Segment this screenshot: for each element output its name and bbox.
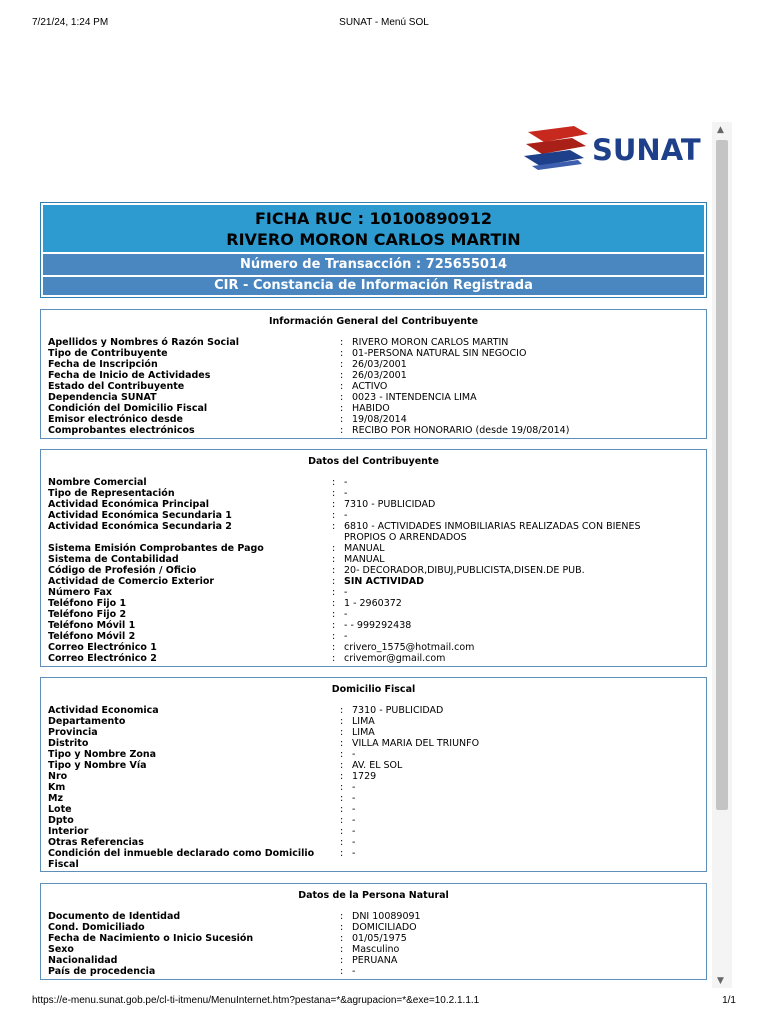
- section-informacion-general: [40, 309, 707, 439]
- field-row: [48, 370, 706, 381]
- scroll-up-icon[interactable]: ▲: [717, 125, 724, 135]
- field-label: Correo Electrónico 1: [48, 642, 157, 653]
- field-label: Cond. Domiciliado: [48, 922, 145, 933]
- field-row: [48, 543, 706, 554]
- field-separator: :: [340, 771, 344, 782]
- field-label: Número Fax: [48, 587, 113, 598]
- field-value: DNI 10089091: [352, 911, 421, 922]
- field-value: LIMA: [352, 727, 375, 738]
- field-value: -: [352, 837, 356, 848]
- field-separator: :: [340, 414, 344, 425]
- field-label: Dependencia SUNAT: [48, 392, 157, 403]
- field-label: Estado del Contribuyente: [48, 381, 185, 392]
- field-row: [48, 510, 706, 521]
- field-label: Teléfono Fijo 1: [48, 598, 127, 609]
- field-label: Fiscal: [48, 859, 79, 870]
- field-label: Nacionalidad: [48, 955, 118, 966]
- field-row: [48, 642, 706, 653]
- field-separator: :: [332, 576, 336, 587]
- field-label: Otras Referencias: [48, 837, 144, 848]
- field-value: LIMA: [352, 716, 375, 727]
- section-title: Datos de la Persona Natural: [298, 890, 449, 901]
- field-label: Actividad Economica: [48, 705, 159, 716]
- field-separator: :: [340, 359, 344, 370]
- field-value: MANUAL: [344, 554, 385, 565]
- field-row: [48, 631, 706, 642]
- field-row: [48, 749, 706, 760]
- field-value: ACTIVO: [352, 381, 388, 392]
- field-label: Interior: [48, 826, 89, 837]
- field-row: [48, 837, 706, 848]
- field-label: Documento de Identidad: [48, 911, 181, 922]
- field-row: [48, 348, 706, 359]
- field-row: [48, 859, 706, 870]
- field-row: [48, 576, 706, 587]
- field-separator: :: [340, 826, 344, 837]
- field-value: - - 999292438: [344, 620, 412, 631]
- field-label: Emisor electrónico desde: [48, 414, 183, 425]
- field-row: [48, 337, 706, 348]
- print-page-title: SUNAT - Menú SOL: [339, 17, 429, 28]
- field-row: [48, 826, 706, 837]
- field-separator: :: [340, 966, 344, 977]
- field-value: 19/08/2014: [352, 414, 407, 425]
- field-row: [48, 716, 706, 727]
- field-row: [48, 488, 706, 499]
- field-separator: :: [340, 933, 344, 944]
- field-row: [48, 793, 706, 804]
- field-value: -: [352, 826, 356, 837]
- field-label: Condición del inmueble declarado como Domicilio: [48, 848, 315, 859]
- field-row: [48, 359, 706, 370]
- field-separator: :: [332, 499, 336, 510]
- field-row: [48, 565, 706, 576]
- field-value: -: [344, 631, 348, 642]
- field-value: PERUANA: [352, 955, 398, 966]
- vertical-scrollbar[interactable]: [712, 122, 732, 988]
- field-label: Provincia: [48, 727, 98, 738]
- sunat-logo: [522, 124, 708, 172]
- field-separator: :: [340, 911, 344, 922]
- field-value: AV. EL SOL: [352, 760, 403, 771]
- field-value: MANUAL: [344, 543, 385, 554]
- field-separator: :: [340, 804, 344, 815]
- field-label: Actividad Económica Secundaria 1: [48, 510, 232, 521]
- field-row: [48, 922, 706, 933]
- field-label: País de procedencia: [48, 966, 156, 977]
- field-row: [48, 609, 706, 620]
- field-value: 26/03/2001: [352, 370, 407, 381]
- field-row: [48, 848, 706, 859]
- field-value: 26/03/2001: [352, 359, 407, 370]
- field-row: [48, 414, 706, 425]
- field-label: Tipo de Representación: [48, 488, 175, 499]
- field-value: crivemor@gmail.com: [344, 653, 446, 664]
- field-row: [48, 782, 706, 793]
- field-row: [48, 532, 706, 543]
- field-value: -: [352, 782, 356, 793]
- field-row: [48, 771, 706, 782]
- field-row: [48, 598, 706, 609]
- cir-subtitle: CIR - Constancia de Información Registrada: [43, 277, 704, 295]
- field-value: 01-PERSONA NATURAL SIN NEGOCIO: [352, 348, 527, 359]
- field-label: Actividad de Comercio Exterior: [48, 576, 215, 587]
- field-row: [48, 815, 706, 826]
- field-label: Dpto: [48, 815, 74, 826]
- field-row: [48, 392, 706, 403]
- field-row: [48, 620, 706, 631]
- field-separator: :: [340, 944, 344, 955]
- field-row: [48, 804, 706, 815]
- field-value: 1729: [352, 771, 377, 782]
- field-label: Tipo y Nombre Zona: [48, 749, 157, 760]
- field-value: 7310 - PUBLICIDAD: [344, 499, 436, 510]
- field-value: 1 - 2960372: [344, 598, 402, 609]
- field-row: [48, 933, 706, 944]
- field-separator: :: [340, 392, 344, 403]
- contribuyente-name: RIVERO MORON CARLOS MARTIN: [226, 230, 521, 249]
- field-separator: :: [340, 955, 344, 966]
- ficha-ruc-title: FICHA RUC : 10100890912: [254, 209, 493, 228]
- field-separator: :: [332, 565, 336, 576]
- banner-main: [43, 205, 704, 252]
- field-value: -: [344, 609, 348, 620]
- field-separator: :: [332, 554, 336, 565]
- field-label: Sistema Emisión Comprobantes de Pago: [48, 543, 264, 554]
- field-separator: :: [340, 848, 344, 859]
- field-separator: :: [332, 609, 336, 620]
- field-label: Teléfono Móvil 1: [48, 620, 136, 631]
- field-value: PROPIOS O ARRENDADOS: [344, 532, 467, 543]
- field-separator: :: [340, 370, 344, 381]
- field-separator: :: [332, 521, 336, 532]
- field-label: Teléfono Móvil 2: [48, 631, 136, 642]
- sunat-logo-text: SUNAT: [592, 133, 701, 167]
- field-value: -: [352, 749, 356, 760]
- field-separator: :: [340, 793, 344, 804]
- field-label: Teléfono Fijo 2: [48, 609, 127, 620]
- field-value: 01/05/1975: [352, 933, 407, 944]
- field-separator: :: [332, 653, 336, 664]
- field-separator: :: [332, 543, 336, 554]
- section-domicilio-fiscal: [40, 677, 707, 872]
- field-label: Distrito: [48, 738, 89, 749]
- field-separator: :: [340, 348, 344, 359]
- field-value: RIVERO MORON CARLOS MARTIN: [352, 337, 509, 348]
- field-label: Actividad Económica Secundaria 2: [48, 521, 232, 532]
- field-separator: :: [340, 337, 344, 348]
- field-value: -: [344, 587, 348, 598]
- section-datos-contribuyente: [40, 449, 707, 667]
- field-row: [48, 425, 706, 436]
- field-row: [48, 381, 706, 392]
- field-row: [48, 587, 706, 598]
- field-row: [48, 966, 706, 977]
- field-row: [48, 521, 706, 532]
- field-value: 0023 - INTENDENCIA LIMA: [352, 392, 477, 403]
- field-label: Sistema de Contabilidad: [48, 554, 179, 565]
- field-value: RECIBO POR HONORARIO (desde 19/08/2014): [352, 425, 570, 436]
- field-label: Tipo de Contribuyente: [48, 348, 168, 359]
- field-separator: :: [332, 598, 336, 609]
- print-footer: [32, 995, 736, 1006]
- field-value: -: [344, 510, 348, 521]
- field-list: [41, 337, 706, 436]
- field-row: [48, 738, 706, 749]
- field-value: VILLA MARIA DEL TRIUNFO: [352, 738, 480, 749]
- field-value: -: [352, 966, 356, 977]
- field-label: Comprobantes electrónicos: [48, 425, 195, 436]
- field-value: -: [352, 793, 356, 804]
- print-url: https://e-menu.sunat.gob.pe/cl-ti-itmenu/MenuInternet.htm?pestana=*&agrupacion=*&exe=10.2.1.1.1: [32, 995, 480, 1006]
- field-value: -: [352, 804, 356, 815]
- field-row: [48, 911, 706, 922]
- field-row: [48, 403, 706, 414]
- field-separator: :: [340, 815, 344, 826]
- field-row: [48, 554, 706, 565]
- print-date: 7/21/24, 1:24 PM: [32, 17, 109, 28]
- ficha-banner: [40, 202, 707, 298]
- field-label: [48, 532, 51, 543]
- field-value: 6810 - ACTIVIDADES INMOBILIARIAS REALIZADAS CON BIENES: [344, 521, 641, 532]
- field-separator: :: [332, 631, 336, 642]
- print-page-number: 1/1: [722, 995, 736, 1006]
- field-label: Fecha de Nacimiento o Inicio Sucesión: [48, 933, 254, 944]
- field-label: Nro: [48, 771, 68, 782]
- field-separator: :: [340, 738, 344, 749]
- field-label: Nombre Comercial: [48, 477, 147, 488]
- field-list: [41, 911, 706, 977]
- field-row: [48, 727, 706, 738]
- field-separator: :: [340, 760, 344, 771]
- field-value: crivero_1575@hotmail.com: [344, 642, 475, 653]
- field-label: Fecha de Inscripción: [48, 359, 158, 370]
- scrollbar-thumb[interactable]: [716, 140, 728, 810]
- field-separator: :: [332, 488, 336, 499]
- field-label: Sexo: [48, 944, 74, 955]
- field-label: Actividad Económica Principal: [48, 499, 210, 510]
- field-label: Fecha de Inicio de Actividades: [48, 370, 211, 381]
- field-list: [41, 477, 706, 664]
- field-separator: :: [340, 716, 344, 727]
- field-value: -: [344, 477, 348, 488]
- field-separator: :: [332, 587, 336, 598]
- field-label: Departamento: [48, 716, 126, 727]
- field-row: [48, 653, 706, 664]
- field-row: [48, 955, 706, 966]
- field-label: Código de Profesión / Oficio: [48, 565, 197, 576]
- field-separator: :: [332, 477, 336, 488]
- field-label: Apellidos y Nombres ó Razón Social: [48, 337, 240, 348]
- field-separator: :: [340, 837, 344, 848]
- field-separator: :: [340, 782, 344, 793]
- field-separator: :: [340, 922, 344, 933]
- field-label: Tipo y Nombre Vía: [48, 760, 147, 771]
- field-row: [48, 705, 706, 716]
- field-row: [48, 499, 706, 510]
- scroll-down-icon[interactable]: ▼: [717, 976, 724, 986]
- field-row: [48, 477, 706, 488]
- field-value: 7310 - PUBLICIDAD: [352, 705, 444, 716]
- transaction-number: Número de Transacción : 725655014: [43, 254, 704, 275]
- field-value: SIN ACTIVIDAD: [344, 576, 424, 587]
- field-separator: :: [332, 620, 336, 631]
- field-value: DOMICILIADO: [352, 922, 417, 933]
- field-label: Correo Electrónico 2: [48, 653, 157, 664]
- field-separator: :: [340, 381, 344, 392]
- field-separator: :: [340, 705, 344, 716]
- field-separator: :: [332, 642, 336, 653]
- field-value: HABIDO: [352, 403, 390, 414]
- field-separator: :: [340, 403, 344, 414]
- field-separator: :: [340, 749, 344, 760]
- section-title: Datos del Contribuyente: [308, 456, 439, 467]
- section-persona-natural: [40, 883, 707, 980]
- field-label: Km: [48, 782, 66, 793]
- field-list: [41, 705, 706, 870]
- field-value: -: [344, 488, 348, 499]
- field-separator: :: [332, 510, 336, 521]
- field-separator: :: [340, 727, 344, 738]
- field-row: [48, 944, 706, 955]
- section-title: Domicilio Fiscal: [331, 684, 416, 695]
- field-value: 20- DECORADOR,DIBUJ,PUBLICISTA,DISEN.DE PUB.: [344, 565, 585, 576]
- section-title: Información General del Contribuyente: [268, 316, 479, 327]
- field-value: -: [352, 815, 356, 826]
- field-value: Masculino: [352, 944, 400, 955]
- field-label: Mz: [48, 793, 63, 804]
- sunat-logo-icon: [522, 124, 708, 172]
- field-row: [48, 760, 706, 771]
- field-label: Lote: [48, 804, 72, 815]
- field-label: Condición del Domicilio Fiscal: [48, 403, 208, 414]
- field-value: -: [352, 848, 356, 859]
- field-separator: :: [340, 425, 344, 436]
